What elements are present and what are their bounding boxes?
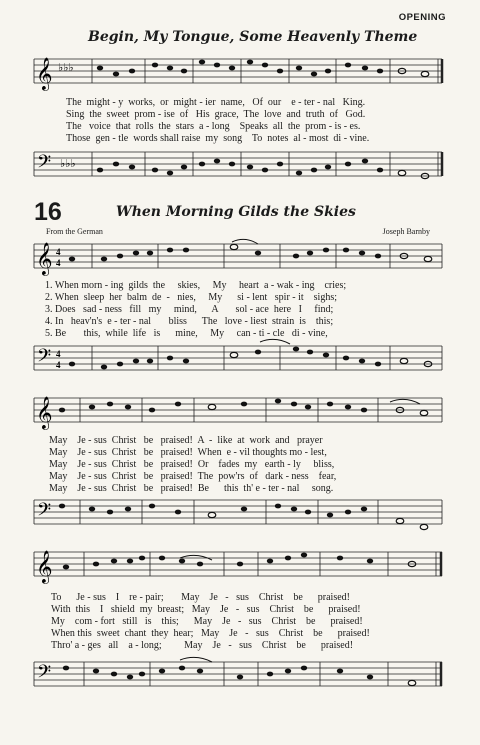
- verse-line: May Je - sus Christ be praised! A - like at work and prayer: [49, 435, 323, 446]
- verse-line: 1. When morn - ing gilds the skies, My heart a - wak - ing cries;: [45, 280, 347, 291]
- svg-text:𝄞: 𝄞: [36, 242, 53, 275]
- svg-text:𝄞: 𝄞: [36, 396, 53, 429]
- verse-line: 4. In heav'n's e - ter - nal bliss The love - liest strain is this;: [45, 316, 334, 327]
- top-bass-staff: [0, 146, 480, 186]
- svg-text:𝄞: 𝄞: [36, 550, 53, 583]
- system1-verses: [45, 280, 346, 340]
- top-hymn-verses: [66, 97, 369, 145]
- verse-line: May Je - sus Christ be praised! Be this th' e - ter - nal song.: [49, 483, 334, 494]
- system2-bass-staff: [0, 494, 480, 534]
- system3-bass-staff: [0, 656, 480, 696]
- hymn-title: When Morning Gilds the Skies: [116, 204, 356, 220]
- verse-line: May Je - sus Christ be praised! The pow'rs of dark - ness fear,: [49, 471, 337, 482]
- svg-text:4: 4: [56, 349, 61, 359]
- system3-treble-staff: [0, 546, 480, 586]
- svg-text:𝄞: 𝄞: [36, 57, 53, 90]
- svg-text:𝄢: 𝄢: [37, 500, 52, 525]
- svg-text:4: 4: [56, 360, 61, 370]
- svg-text:♭♭♭: ♭♭♭: [60, 158, 76, 170]
- system2-verses: [49, 435, 336, 495]
- svg-text:4: 4: [56, 258, 61, 268]
- verse-line: The voice that rolls the stars a - long Speaks all the prom - is - es.: [66, 121, 361, 132]
- top-treble-staff: [0, 53, 480, 93]
- verse-line: 5. Be this, while life is mine, My can - ti - cle di - vine,: [45, 328, 328, 339]
- composer-credit: Joseph Barnby: [382, 227, 430, 236]
- svg-text:♭♭♭: ♭♭♭: [58, 62, 74, 74]
- system2-treble-staff: [0, 392, 480, 432]
- verse-line: Sing the sweet prom - ise of His grace, The love and truth of God.: [66, 109, 366, 120]
- verse-line: Thro' a - ges all a - long; May Je - sus Christ be praised!: [51, 640, 354, 651]
- verse-line: The might - y works, or might - ier name, Of our e - ter - nal King.: [66, 97, 366, 108]
- verse-line: My com - fort still is this; May Je - sus Christ be praised!: [51, 616, 363, 627]
- verse-line: May Je - sus Christ be praised! Or fades my earth - ly bliss,: [49, 459, 335, 470]
- verse-line: Those gen - tle words shall raise my song To notes al - most di - vine.: [66, 133, 370, 144]
- svg-text:𝄢: 𝄢: [37, 346, 52, 371]
- hymn-number: 16: [34, 198, 62, 226]
- system1-treble-staff: [0, 238, 480, 278]
- top-hymn-title: Begin, My Tongue, Some Heavenly Theme: [88, 29, 418, 45]
- system1-bass-staff: [0, 340, 480, 380]
- svg-text:4: 4: [56, 247, 61, 257]
- svg-text:𝄢: 𝄢: [37, 152, 52, 177]
- verse-line: 3. Does sad - ness fill my mind, A sol - ace here I find;: [45, 304, 334, 315]
- svg-text:𝄢: 𝄢: [37, 662, 52, 687]
- verse-line: May Je - sus Christ be praised! When e - vil thoughts mo - lest,: [49, 447, 327, 458]
- section-label: OPENING: [398, 12, 446, 23]
- credit-text: From the German: [46, 227, 103, 236]
- system3-verses: [51, 592, 370, 652]
- verse-line: With this I shield my breast; May Je - sus Christ be praised!: [51, 604, 361, 615]
- verse-line: When this sweet chant they hear; May Je - sus Christ be praised!: [51, 628, 370, 639]
- verse-line: To Je - sus I re - pair; May Je - sus Christ be praised!: [51, 592, 350, 603]
- verse-line: 2. When sleep her balm de - nies, My si - lent spir - it sighs;: [45, 292, 337, 303]
